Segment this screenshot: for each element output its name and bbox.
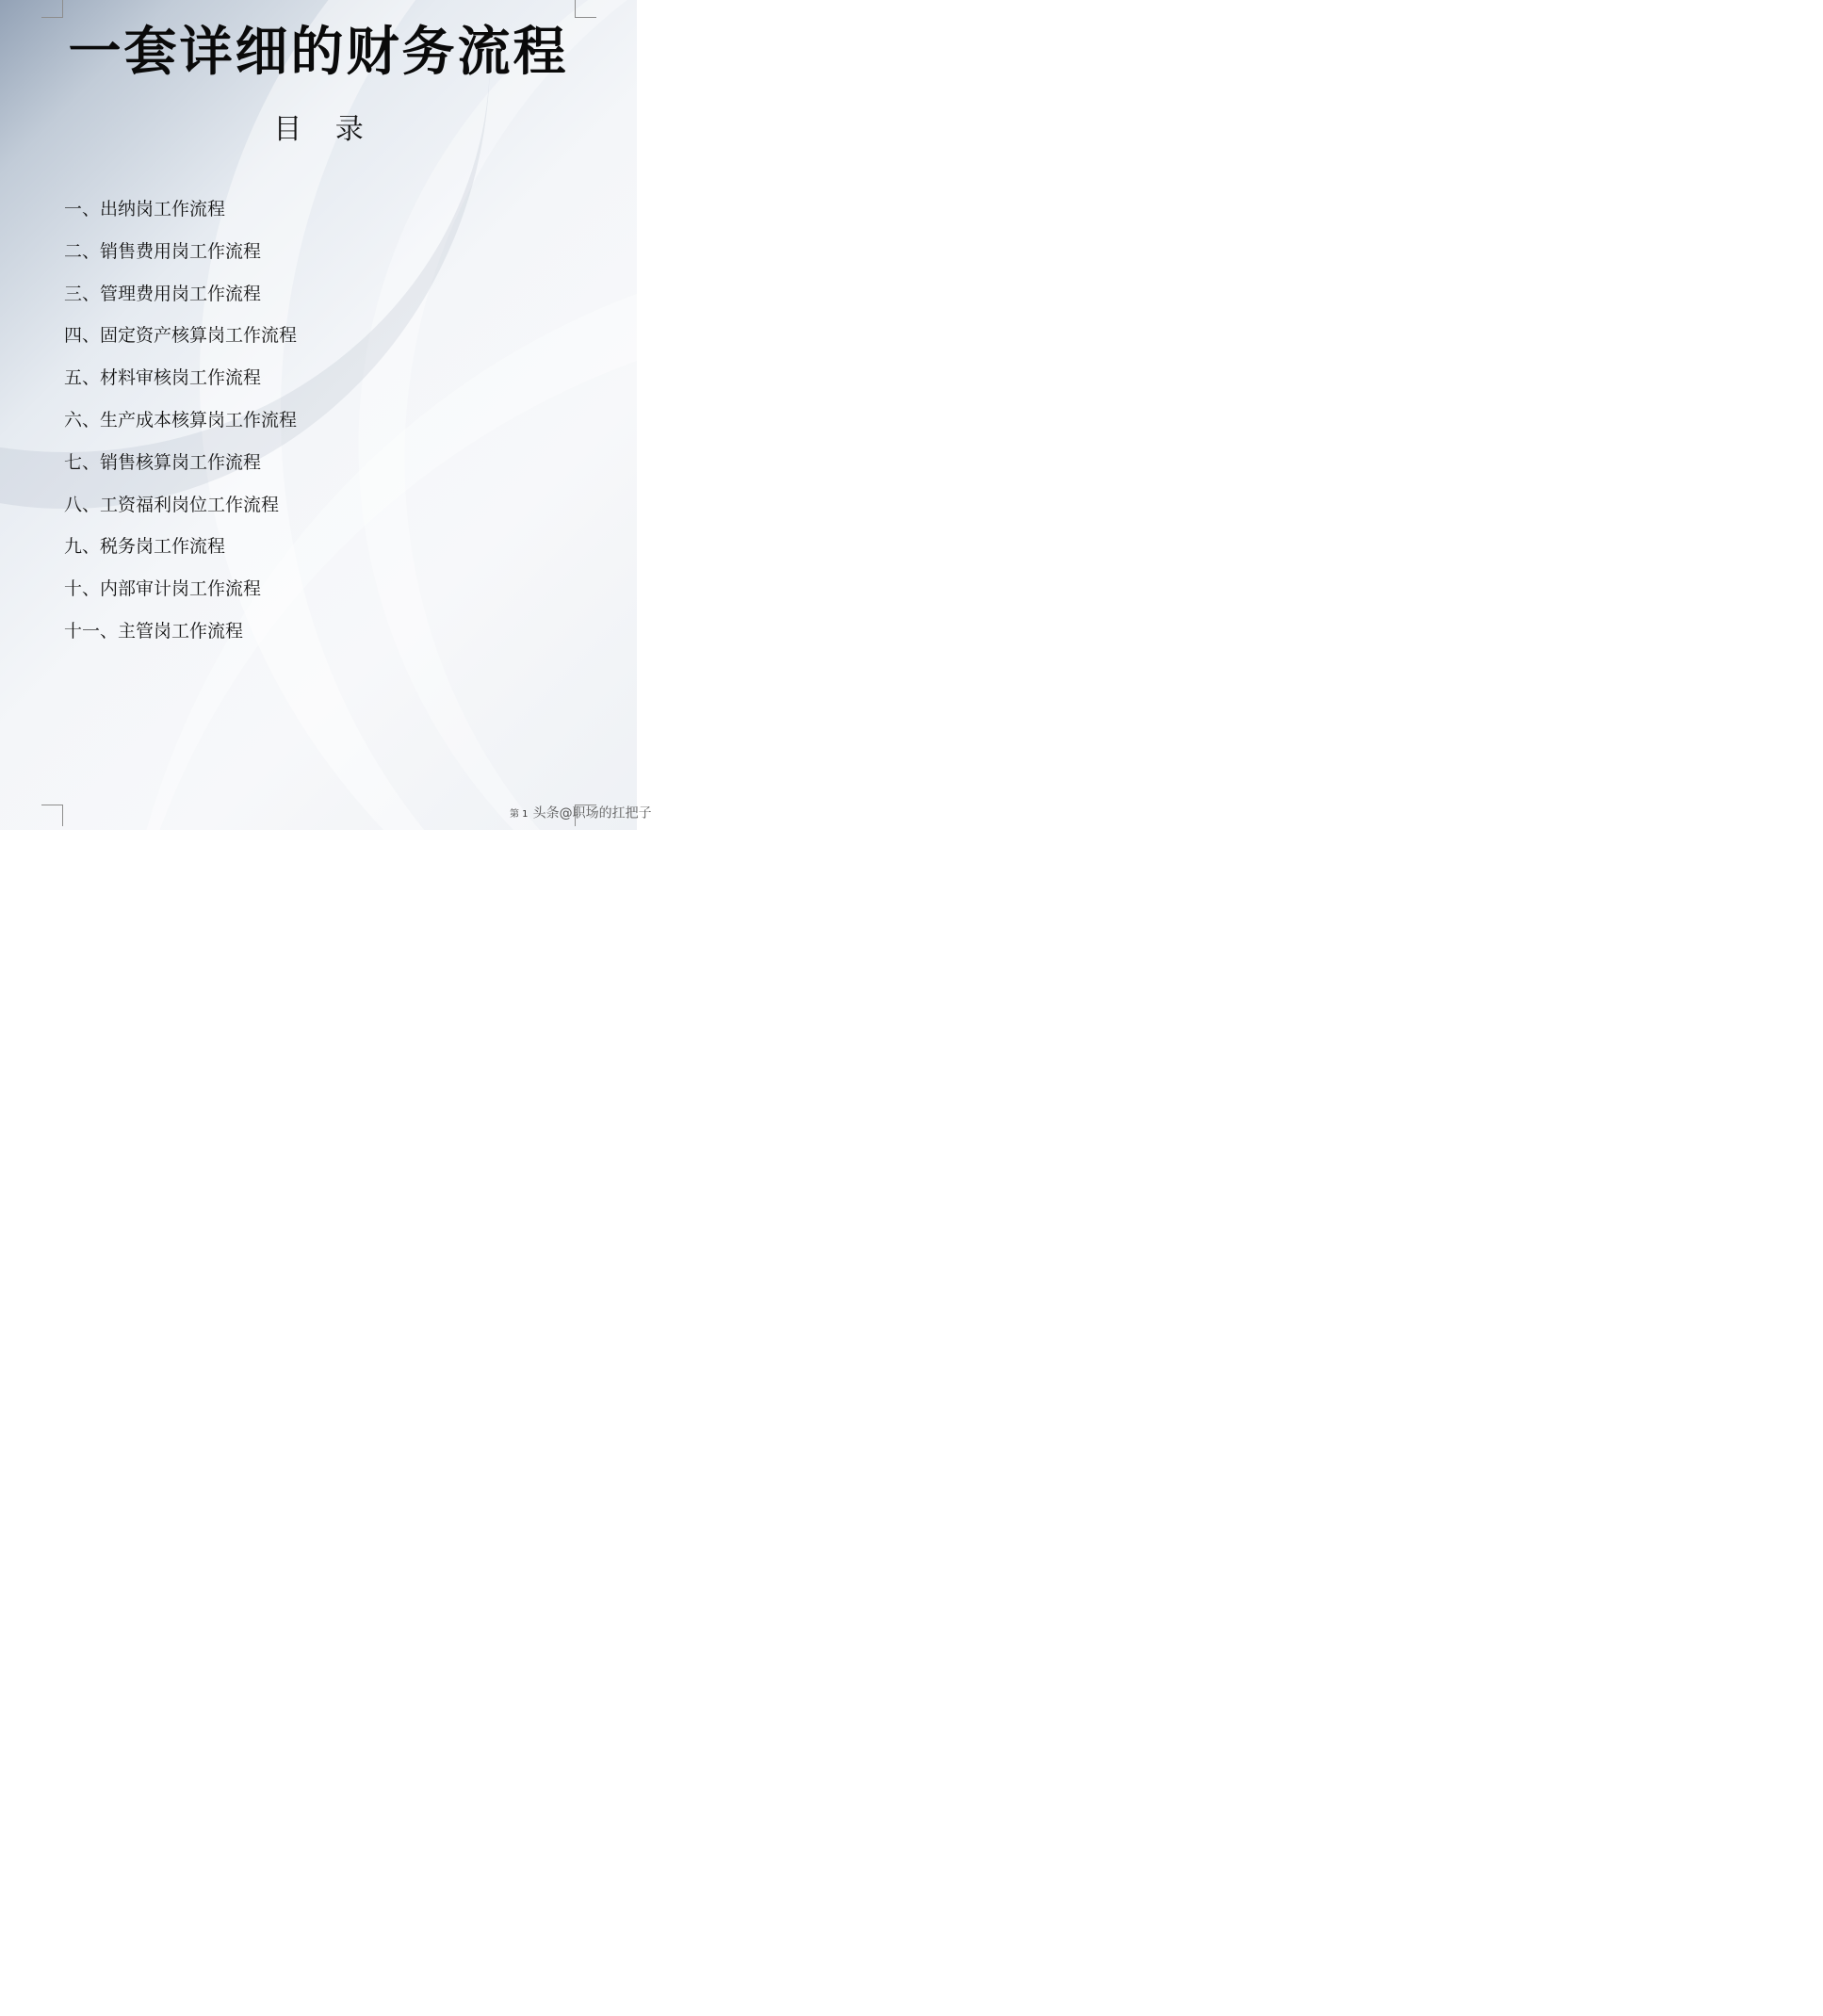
crop-mark-top-left bbox=[41, 0, 63, 18]
page-footer bbox=[510, 803, 652, 822]
page-number: 第 1 bbox=[510, 809, 529, 820]
toc-item[interactable]: 十、内部审计岗工作流程 bbox=[64, 578, 262, 600]
watermark: 头条@职场的扛把子 bbox=[532, 805, 652, 821]
toc-item[interactable]: 三、管理费用岗工作流程 bbox=[64, 283, 262, 304]
toc-item[interactable]: 二、销售费用岗工作流程 bbox=[64, 240, 262, 262]
toc-heading: 目 录 bbox=[273, 113, 364, 146]
crop-mark-top-right bbox=[575, 0, 596, 18]
toc-item[interactable]: 六、生产成本核算岗工作流程 bbox=[64, 409, 298, 431]
background-swoosh bbox=[76, 0, 1724, 1187]
background-swoosh bbox=[285, 0, 1609, 1094]
table-of-contents bbox=[64, 193, 297, 658]
toc-item[interactable]: 九、税务岗工作流程 bbox=[64, 536, 226, 558]
toc-item[interactable]: 五、材料审核岗工作流程 bbox=[64, 367, 262, 389]
toc-item[interactable]: 一、出纳岗工作流程 bbox=[64, 199, 226, 219]
toc-item[interactable]: 十一、主管岗工作流程 bbox=[64, 620, 244, 642]
document-title: 一套详细的财务流程 bbox=[68, 21, 569, 83]
crop-mark-bottom-left bbox=[41, 805, 63, 826]
toc-item[interactable]: 七、销售核算岗工作流程 bbox=[64, 451, 262, 473]
toc-item[interactable]: 八、工资福利岗位工作流程 bbox=[64, 494, 280, 515]
document-page bbox=[0, 0, 652, 830]
toc-item[interactable]: 四、固定资产核算岗工作流程 bbox=[64, 325, 298, 347]
